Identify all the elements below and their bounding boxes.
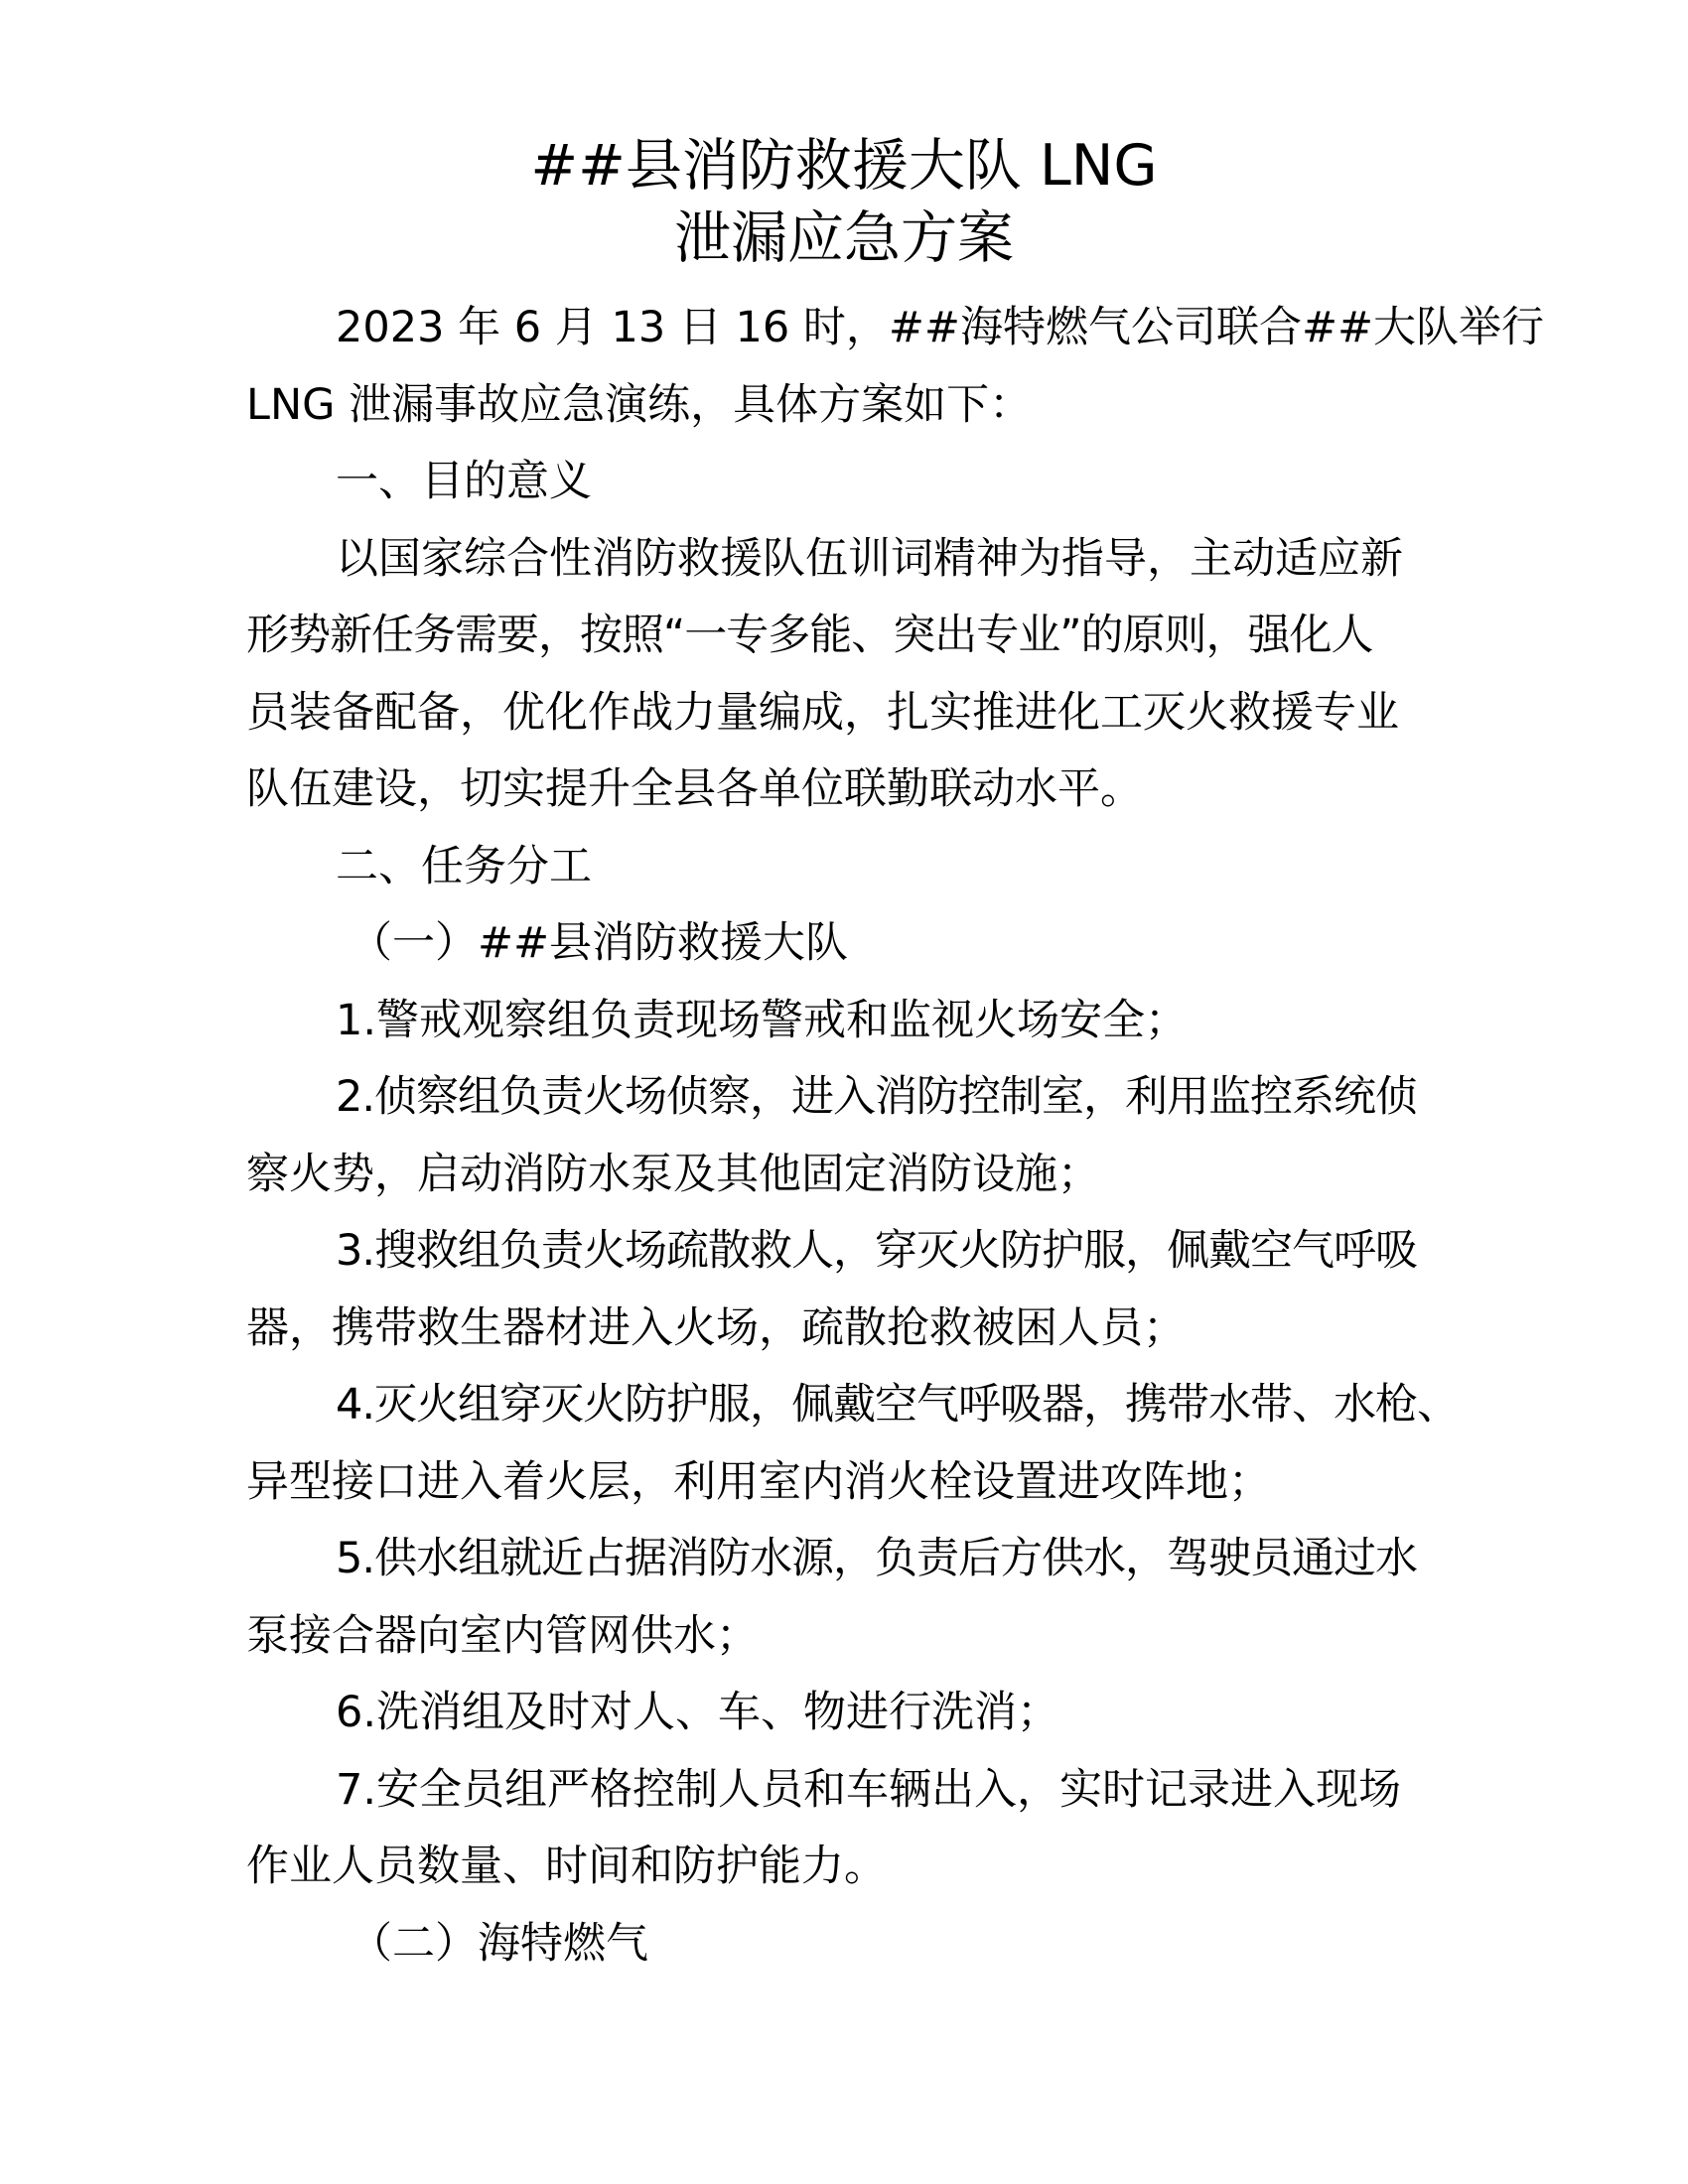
intro-line-2: LNG 泄漏事故应急演练，具体方案如下： <box>246 380 1033 430</box>
task-item-4-line-2: 异型接口进入着火层，利用室内消火栓设置进攻阵地； <box>246 1457 1271 1507</box>
section-1-line-4: 队伍建设，切实提升全县各单位联勤联动水平。 <box>246 764 1143 814</box>
task-item-2-line-2: 察火势，启动消防水泵及其他固定消防设施； <box>246 1150 1100 1199</box>
task-item-5-line-1: 5.供水组就近占据消防水源，负责后方供水，驾驶员通过水 <box>336 1534 1418 1583</box>
task-item-6-line-1: 6.洗消组及时对人、车、物进行洗消； <box>336 1688 1060 1737</box>
task-item-7-line-2: 作业人员数量、时间和防护能力。 <box>246 1842 887 1891</box>
section-1-heading: 一、目的意义 <box>336 457 592 506</box>
section-1-line-1: 以国家综合性消防救援队伍训词精神为指导，主动适应新 <box>336 534 1403 584</box>
task-item-5-line-2: 泵接合器向室内管网供水； <box>246 1611 759 1661</box>
task-item-1-line-1: 1.警戒观察组负责现场警戒和监视火场安全； <box>336 996 1189 1045</box>
task-item-7-line-1: 7.安全员组严格控制人员和车辆出入，实时记录进入现场 <box>336 1765 1402 1815</box>
subsection-1-heading: （一）##县消防救援大队 <box>350 918 849 968</box>
intro-line-1: 2023 年 6 月 13 日 16 时，##海特燃气公司联合##大队举行 <box>336 303 1545 352</box>
task-item-2-line-1: 2.侦察组负责火场侦察，进入消防控制室，利用监控系统侦 <box>336 1072 1418 1122</box>
document-title-line-2: 泄漏应急方案 <box>674 205 1014 271</box>
document-title-line-1: ##县消防救援大队 LNG <box>530 133 1158 199</box>
subsection-2-heading: （二）海特燃气 <box>350 1919 648 1969</box>
task-item-4-line-1: 4.灭火组穿灭火防护服，佩戴空气呼吸器，携带水带、水枪、 <box>336 1380 1460 1430</box>
section-2-heading: 二、任务分工 <box>336 842 592 891</box>
task-item-3-line-1: 3.搜救组负责火场疏散救人，穿灭火防护服，佩戴空气呼吸 <box>336 1226 1418 1276</box>
section-1-line-2: 形势新任务需要，按照“一专多能、突出专业”的原则，强化人 <box>246 611 1373 660</box>
section-1-line-3: 员装备配备，优化作战力量编成，扎实推进化工灭火救援专业 <box>246 688 1399 738</box>
task-item-3-line-2: 器，携带救生器材进入火场，疏散抢救被困人员； <box>246 1303 1186 1353</box>
